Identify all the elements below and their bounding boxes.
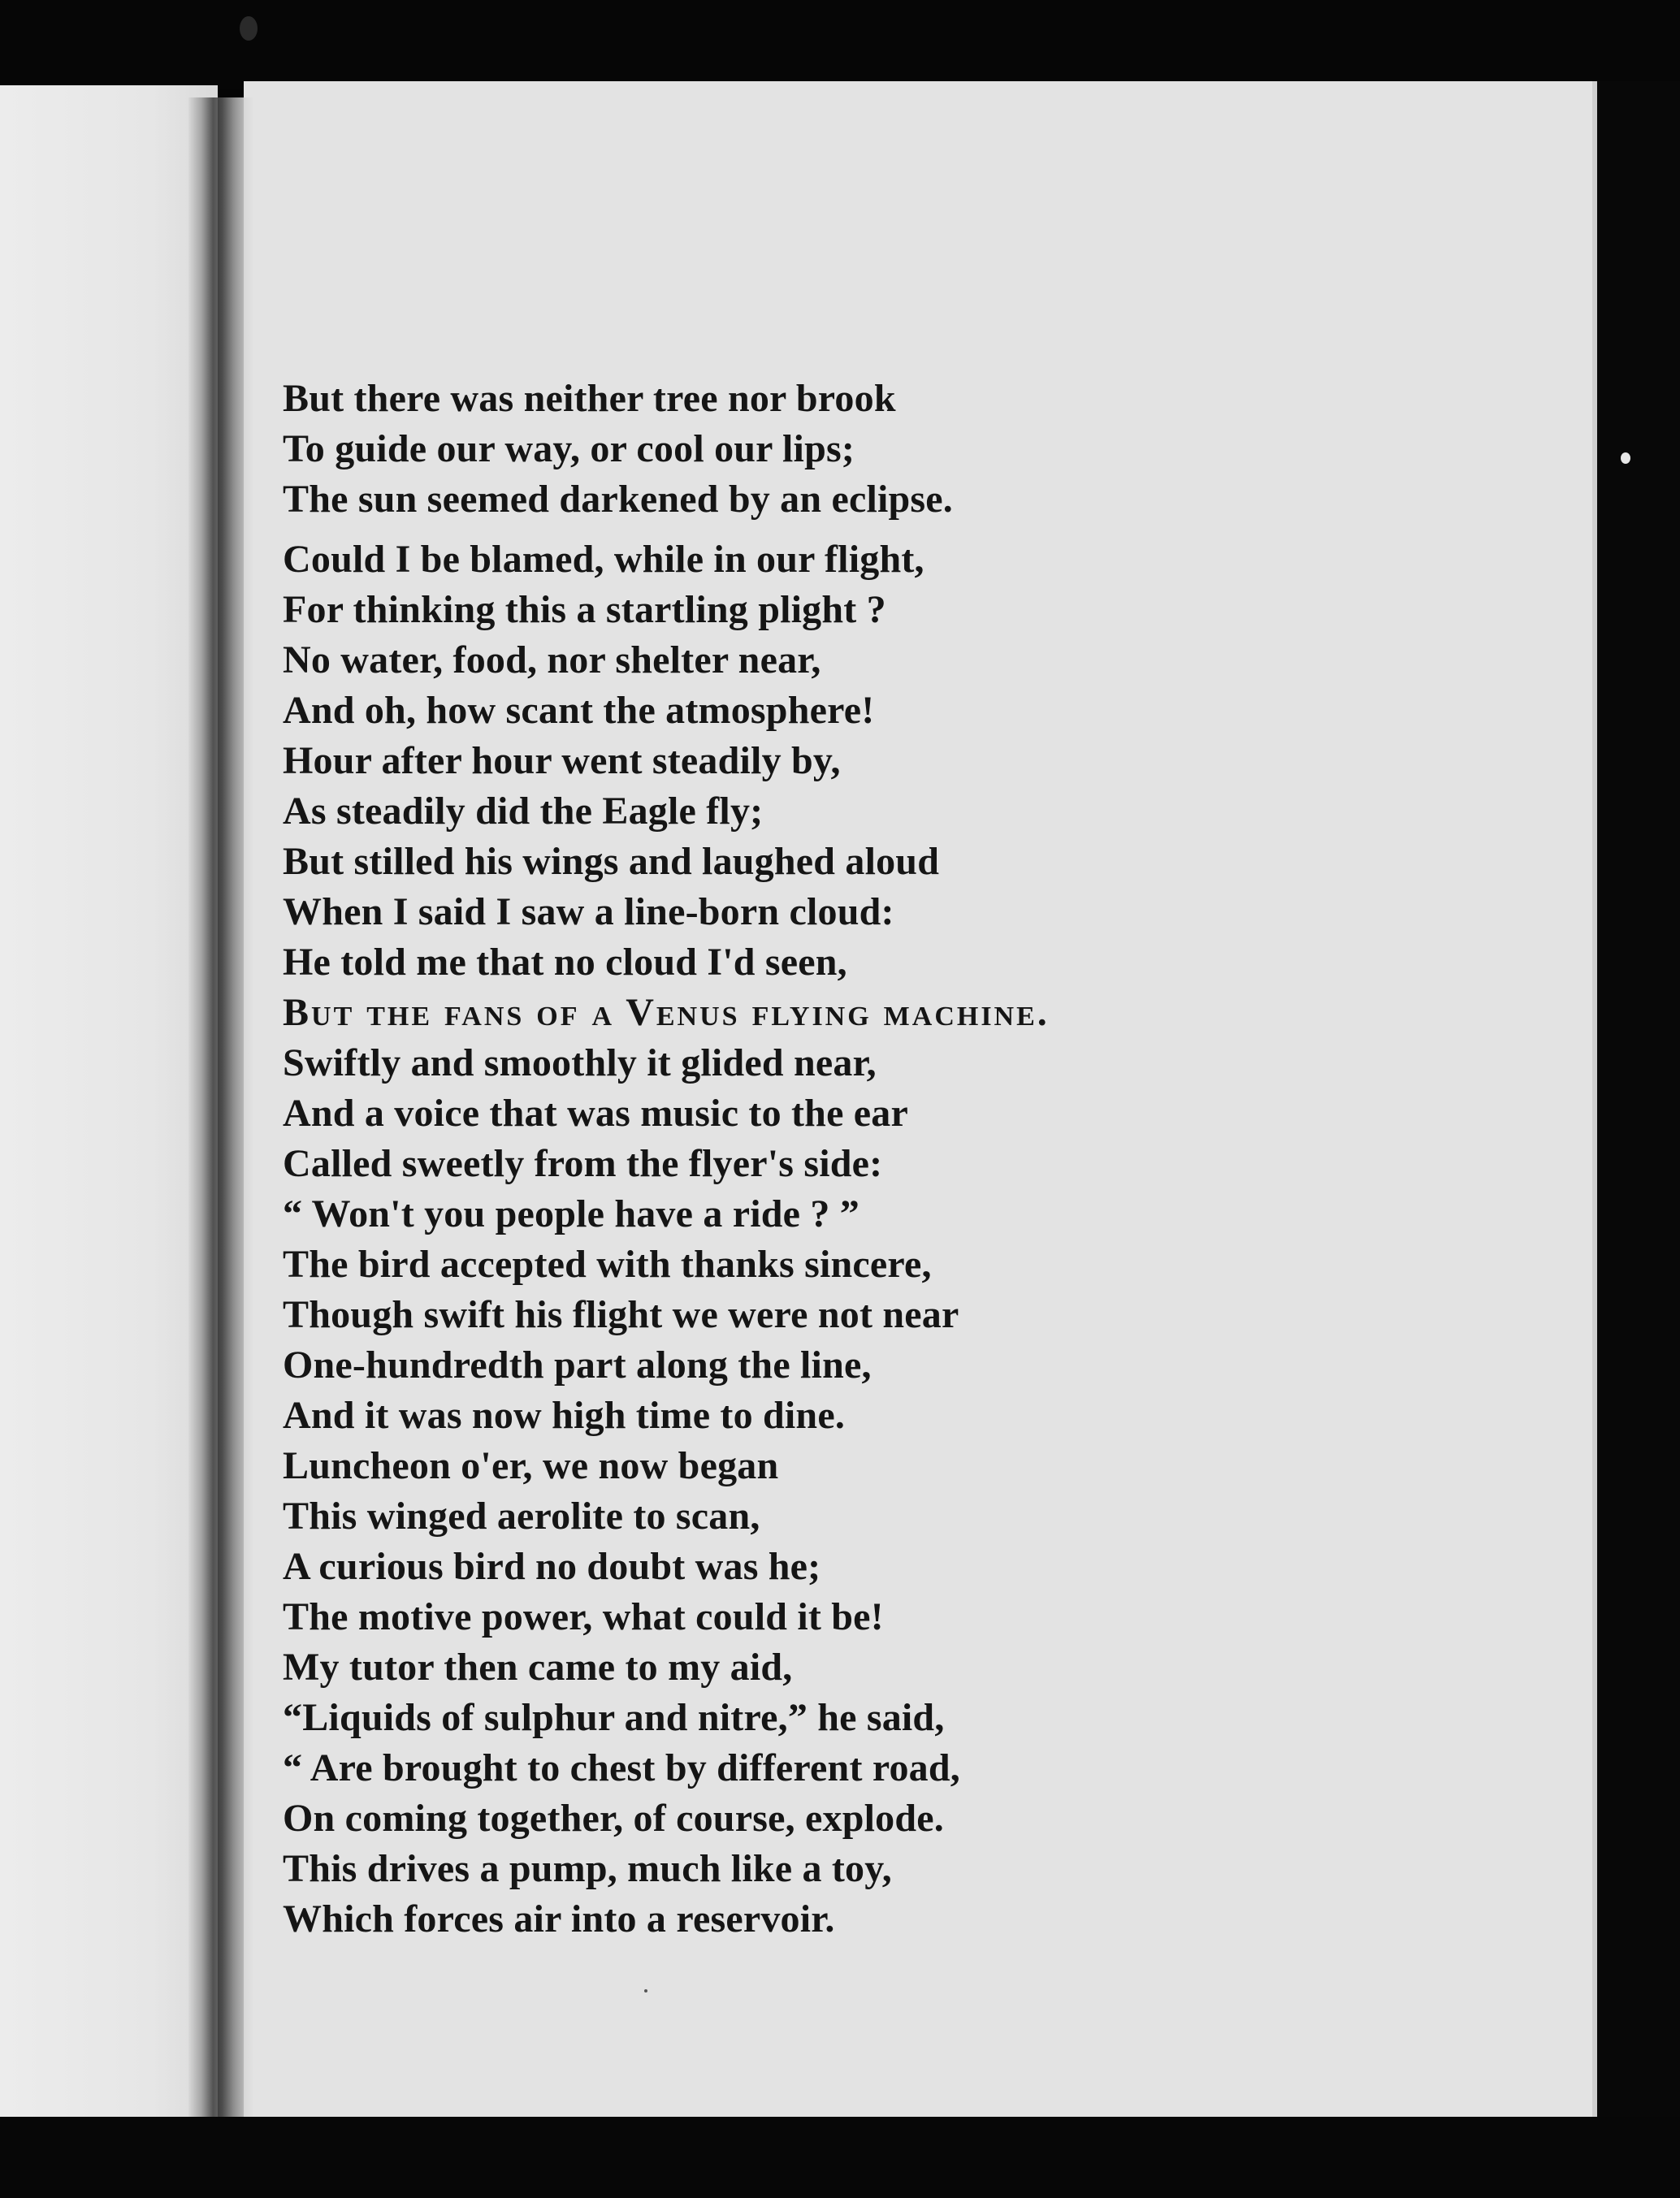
poem-line: “ Won't you people have a ride ? ”	[283, 1192, 859, 1235]
poem-line: And oh, how scant the atmosphere!	[283, 689, 875, 732]
poem-line: A curious bird no doubt was he;	[283, 1545, 821, 1588]
poem-line: This drives a pump, much like a toy,	[283, 1847, 893, 1890]
poem-line: On coming together, of course, explode.	[283, 1797, 944, 1840]
stanza	[283, 534, 1550, 1945]
page-mark	[644, 1989, 647, 1992]
left-page-edge	[0, 85, 218, 2198]
poem-line: But stilled his wings and laughed aloud	[283, 840, 940, 883]
book-gutter-shadow	[188, 97, 253, 2198]
poem-line: But there was neither tree nor brook	[283, 377, 896, 420]
poem-line: And a voice that was music to the ear	[283, 1092, 908, 1135]
poem-line: No water, food, nor shelter near,	[283, 638, 821, 681]
poem-line: For thinking this a startling plight ?	[283, 588, 886, 631]
scan-speck	[1621, 452, 1630, 464]
poem-line: To guide our way, or cool our lips;	[283, 427, 855, 470]
poem-text	[283, 374, 1550, 1945]
poem-line-smallcaps: But the fans of a Venus flying machine.	[283, 991, 1050, 1034]
scan-border-right	[1597, 81, 1680, 2198]
stanza-break	[283, 525, 1550, 534]
poem-line: The sun seemed darkened by an eclipse.	[283, 478, 954, 521]
poem-line: Could I be blamed, while in our flight,	[283, 538, 924, 581]
poem-line: Luncheon o'er, we now began	[283, 1444, 779, 1487]
poem-line: The motive power, what could it be!	[283, 1595, 884, 1638]
poem-line: As steadily did the Eagle fly;	[283, 790, 764, 833]
scan-speck	[240, 16, 258, 41]
poem-line: Which forces air into a reservoir.	[283, 1897, 835, 1941]
poem-line: When I said I saw a line-born cloud:	[283, 890, 894, 933]
poem-line: And it was now high time to dine.	[283, 1394, 846, 1437]
scan-border-top	[0, 0, 1680, 89]
poem-line: “Liquids of sulphur and nitre,” he said,	[283, 1696, 945, 1739]
scan-border-bottom	[0, 2117, 1680, 2198]
poem-line: “ Are brought to chest by different road,	[283, 1746, 960, 1789]
poem-line: Hour after hour went steadily by,	[283, 739, 841, 782]
poem-line: Called sweetly from the flyer's side:	[283, 1142, 883, 1185]
stanza	[283, 374, 1550, 525]
poem-line: This winged aerolite to scan,	[283, 1495, 760, 1538]
poem-line: Swiftly and smoothly it glided near,	[283, 1041, 877, 1084]
poem-line: My tutor then came to my aid,	[283, 1646, 793, 1689]
poem-line: Though swift his flight we were not near	[283, 1293, 959, 1336]
poem-line: The bird accepted with thanks sincere,	[283, 1243, 932, 1286]
poem-line: One-hundredth part along the line,	[283, 1343, 872, 1387]
poem-line: He told me that no cloud I'd seen,	[283, 941, 847, 984]
